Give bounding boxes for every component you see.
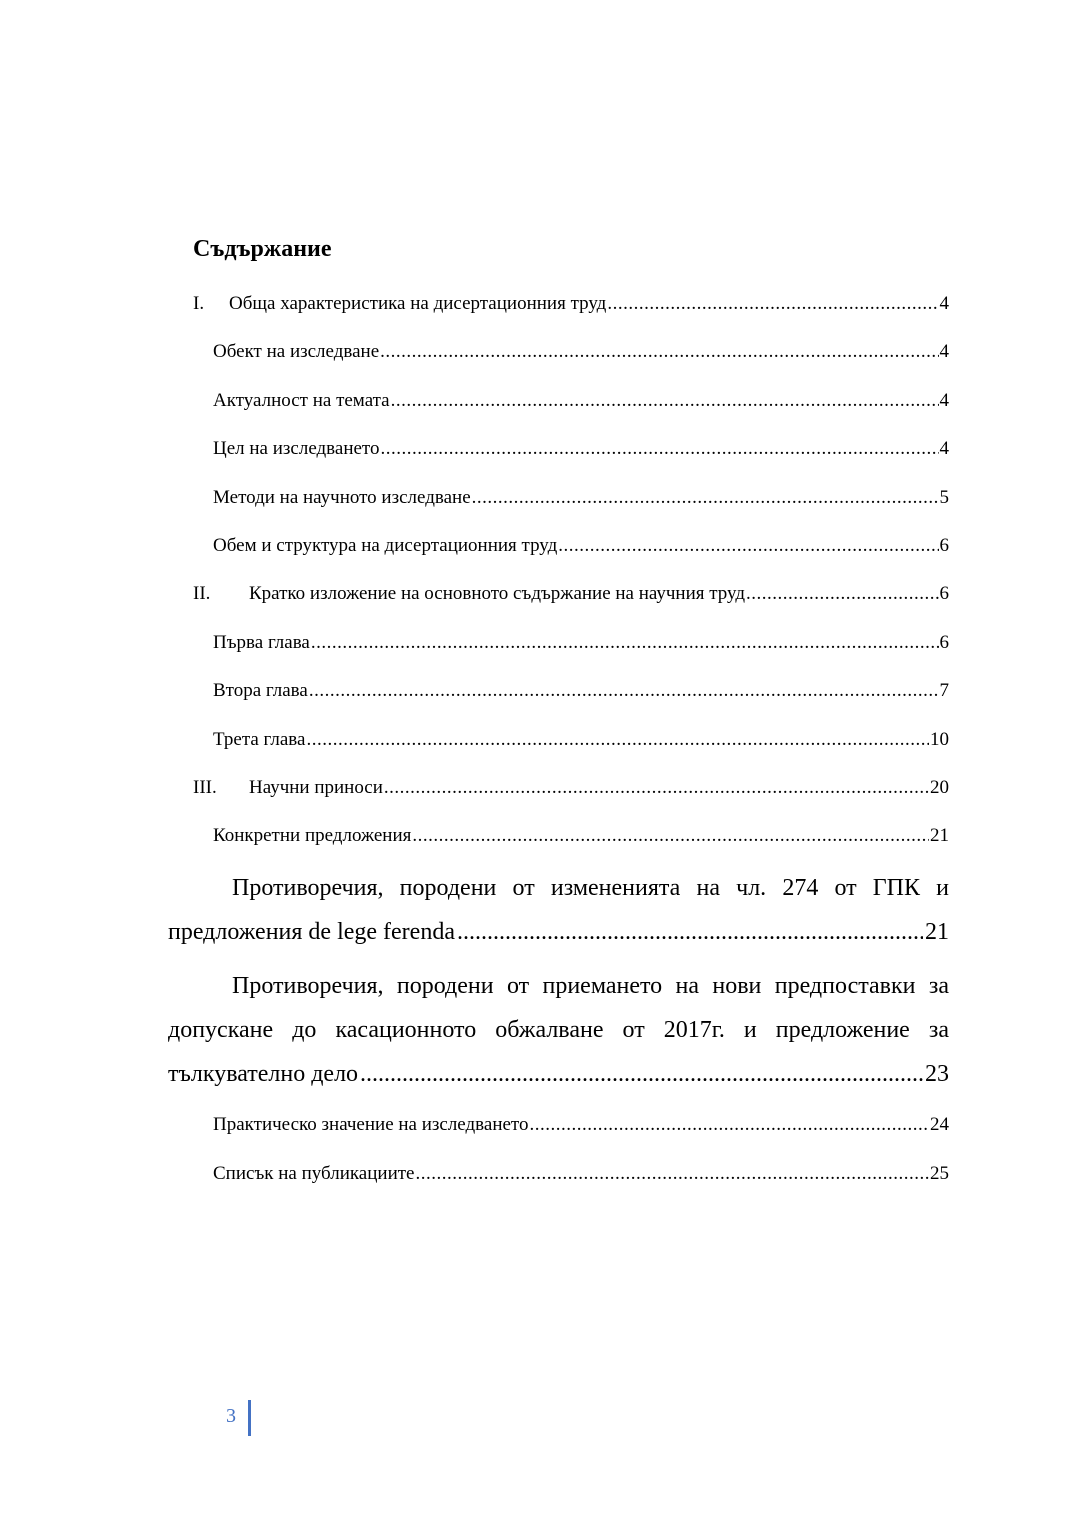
page-number: 3 (226, 1405, 236, 1427)
toc-leader-dots (558, 535, 938, 557)
toc-leader-dots (746, 583, 938, 605)
toc-entry-label: Обем и структура на дисертационния труд (213, 535, 558, 556)
toc-leader-dots (457, 910, 923, 954)
toc-entry-page: 4 (939, 341, 949, 362)
toc-entry-page: 24 (930, 1114, 949, 1135)
toc-entry-number: I. (193, 293, 205, 314)
toc-large-entry[interactable] (168, 866, 949, 954)
toc-leader-dots (391, 390, 939, 412)
toc-entry[interactable] (193, 583, 949, 605)
toc-entry[interactable] (213, 535, 949, 557)
toc-entry-label: Практическо значение на изследването (213, 1114, 529, 1135)
toc-large-entry-label: тълкувателно дело (168, 1061, 359, 1087)
toc-leader-dots (309, 680, 939, 702)
page-number-bar (248, 1400, 251, 1436)
toc-entry-page: 4 (939, 293, 949, 314)
toc-entry-page: 20 (930, 777, 949, 798)
toc-entry[interactable] (213, 825, 949, 847)
toc-entry[interactable] (213, 341, 949, 363)
toc-large-entry-last-line (168, 910, 949, 954)
toc-entry-label: Методи на научното изследване (213, 487, 471, 508)
toc-entry-label: Обект на изследване (213, 341, 380, 362)
toc-entry-number: II. (193, 583, 211, 604)
toc-leader-dots (380, 438, 938, 460)
toc-entry[interactable] (193, 777, 949, 799)
toc-entry-number: III. (193, 777, 217, 798)
toc-leader-dots (360, 1052, 923, 1096)
toc-entry-page: 25 (930, 1163, 949, 1184)
toc-entry[interactable] (213, 1114, 949, 1136)
toc-leader-dots (384, 777, 929, 799)
toc-entry-page: 6 (939, 583, 949, 604)
toc-leader-dots (380, 341, 938, 363)
toc-leader-dots (529, 1114, 929, 1136)
toc-entry-label: Актуалност на темата (213, 390, 390, 411)
toc-entry[interactable] (213, 680, 949, 702)
toc-large-entry-line: Противоречия, породени от приемането на нови предпоставки за (232, 973, 949, 999)
toc-entry-label: Конкретни предложения (213, 825, 412, 846)
toc-leader-dots (306, 729, 929, 751)
toc-entry-page: 4 (939, 390, 949, 411)
toc-entry[interactable] (213, 632, 949, 654)
toc-leader-dots (415, 1163, 929, 1185)
toc-large-entry-line: допускане до касационното обжалване от 2017г. и предложение за (168, 1017, 949, 1043)
toc-entry-page: 5 (939, 487, 949, 508)
toc-entry-label: Втора глава (213, 680, 308, 701)
toc-entry-label: Първа глава (213, 632, 310, 653)
toc-entry-page: 7 (939, 680, 949, 701)
toc-title: Съдържание (193, 236, 332, 262)
toc-entry[interactable] (213, 729, 949, 751)
toc-entry-label: Обща характеристика на дисертационния труд (229, 293, 607, 314)
toc-entry-label: Научни приноси (249, 777, 383, 798)
toc-leader-dots (607, 293, 938, 315)
toc-entry-label: Кратко изложение на основното съдържание на научния труд (249, 583, 746, 604)
toc-entry-label: Списък на публикациите (213, 1163, 415, 1184)
toc-entry-label: Трета глава (213, 729, 306, 750)
toc-entry-page: 10 (930, 729, 949, 750)
toc-entry-page: 21 (930, 825, 949, 846)
toc-entry-page: 23 (925, 1061, 949, 1087)
toc-entry[interactable] (213, 390, 949, 412)
toc-entry-page: 6 (939, 632, 949, 653)
toc-entry[interactable] (213, 487, 949, 509)
toc-leader-dots (472, 487, 939, 509)
toc-large-entry-last-line (168, 1052, 949, 1096)
toc-entry-page: 4 (939, 438, 949, 459)
toc-entry[interactable] (193, 293, 949, 315)
toc-large-entry[interactable] (168, 964, 949, 1096)
toc-entry[interactable] (213, 1163, 949, 1185)
toc-entry-label: Цел на изследването (213, 438, 380, 459)
toc-large-entry-label: предложения de lege ferenda (168, 919, 455, 945)
toc-large-entry-line: Противоречия, породени от измененията на чл. 274 от ГПК и (232, 875, 949, 901)
toc-entry[interactable] (213, 438, 949, 460)
toc-entry-page: 21 (925, 919, 949, 945)
toc-entry-page: 6 (939, 535, 949, 556)
toc-leader-dots (311, 632, 939, 654)
toc-leader-dots (412, 825, 929, 847)
